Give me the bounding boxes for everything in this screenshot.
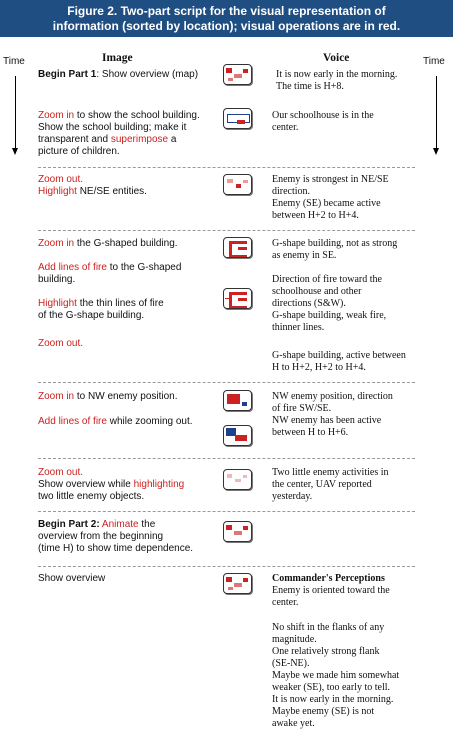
row4-image-line1 [38, 238, 178, 250]
row4-text-a: the G-shaped building. [74, 238, 178, 249]
overview-map-icon [223, 64, 252, 85]
zoom-in-op: Zoom in [38, 391, 75, 402]
zoom-out-op: Zoom out. [38, 174, 84, 185]
row5-image-line2 [38, 416, 193, 428]
row8-voice-line8: weaker (SE), too early to tell. [272, 682, 391, 693]
ne-se-entities-icon [223, 174, 252, 195]
row2-voice-line1: Our schoolhouse is in the [272, 110, 374, 121]
row8-voice-line10: Maybe enemy (SE) is not [272, 706, 375, 717]
row4-image-line4 [38, 298, 164, 310]
time-label-right: Time [423, 56, 445, 67]
school-building-icon [223, 108, 252, 129]
row4-text-c: the thin lines of fire [76, 298, 164, 309]
animate-op: Animate [101, 519, 139, 530]
row7-image-line3: (time H) to show time dependence. [38, 543, 194, 554]
commanders-perceptions-heading: Commander's Perceptions [272, 573, 385, 584]
row6-voice-line1: Two little enemy activities in [272, 467, 389, 478]
row6-voice-line3: yesterday. [272, 491, 313, 502]
row4-text-b: to the G-shaped [106, 262, 182, 273]
row1-begin-part1: Begin Part 1 [38, 69, 97, 80]
row8-voice-line1: Enemy is oriented toward the [272, 585, 390, 596]
zoom-in-op: Zoom in [38, 238, 75, 249]
figure-title [0, 0, 453, 37]
row7-text-a: the [138, 519, 156, 530]
row1-show-overview: : Show overview (map) [96, 69, 199, 80]
row8-voice-line11: awake yet. [272, 718, 315, 729]
superimpose-op: superimpose [110, 134, 169, 145]
row6-text-a: Show overview while [38, 479, 134, 490]
time-label-left: Time [3, 56, 25, 67]
time-arrowhead-left [12, 148, 18, 155]
row8-voice-line3: No shift in the flanks of any [272, 622, 385, 633]
row7-image-line2: overview from the beginning [38, 531, 164, 542]
row2-image-line4: picture of children. [38, 146, 120, 157]
row8-voice-line2: center. [272, 597, 299, 608]
row3-text: NE/SE entities. [76, 186, 147, 197]
figure-title-line1: Figure 2. Two-part script for the visual representation of [67, 4, 386, 18]
row4-voice-line5: directions (S&W). [272, 298, 346, 309]
row1-voice-line2: The time is H+8. [276, 81, 344, 92]
row2-image-line2: Show the school building; make it [38, 122, 187, 133]
row-divider [38, 382, 415, 383]
row4-image-line2 [38, 262, 181, 274]
row2-text-c: a [168, 134, 177, 145]
row5-voice-line2: of fire SW/SE. [272, 403, 332, 414]
overview-icon [223, 573, 252, 594]
add-lines-of-fire-op: Add lines of fire [38, 262, 107, 273]
zoom-in-op: Zoom in [38, 110, 75, 121]
add-lines-of-fire-op: Add lines of fire [38, 416, 107, 427]
row1-voice-line1: It is now early in the morning. [276, 69, 398, 80]
row4-voice-line8: G-shape building, active between [272, 350, 406, 361]
row2-image-line3 [38, 134, 176, 146]
row-divider [38, 167, 415, 168]
row4-image-line5: of the G-shape building. [38, 310, 145, 321]
row5-text-a: to NW enemy position. [74, 391, 178, 402]
zoom-out-op: Zoom out. [38, 338, 84, 349]
row8-voice-line6: (SE-NE). [272, 658, 310, 669]
g-building-icon [223, 237, 252, 258]
row3-image-line2 [38, 186, 147, 198]
row5-text-b: while zooming out. [106, 416, 193, 427]
figure-title-line2: information (sorted by location); visual operations are in red. [52, 19, 401, 33]
g-building-fire-icon [223, 288, 252, 309]
overview-animate-icon [223, 521, 252, 542]
row8-voice-line4: magnitude. [272, 634, 317, 645]
nw-enemy-icon [223, 390, 252, 411]
voice-column-header: Voice [323, 52, 350, 64]
nw-enemy-fire-icon [223, 425, 252, 446]
row3-voice-line1: Enemy is strongest in NE/SE [272, 174, 389, 185]
row7-image-line1 [38, 519, 155, 531]
begin-part2: Begin Part 2: [38, 519, 100, 530]
row-divider [38, 511, 415, 512]
row3-voice-line2: direction. [272, 186, 311, 197]
row4-voice-line1: G-shape building, not as strong [272, 238, 398, 249]
row-divider [38, 230, 415, 231]
row2-text-b: transparent and [38, 134, 111, 145]
row4-voice-line4: schoolhouse and other [272, 286, 362, 297]
row2-voice-line2: center. [272, 122, 299, 133]
row5-voice-line1: NW enemy position, direction [272, 391, 393, 402]
row4-voice-line7: thinner lines. [272, 322, 325, 333]
row-divider [38, 458, 415, 459]
row6-image-line3: two little enemy objects. [38, 491, 145, 502]
row6-image-line2 [38, 479, 184, 491]
row5-voice-line4: between H to H+6. [272, 427, 349, 438]
row5-voice-line3: NW enemy has been active [272, 415, 382, 426]
row8-voice-line7: Maybe we made him somewhat [272, 670, 400, 681]
row4-voice-line9: H to H+2, H+2 to H+4. [272, 362, 366, 373]
row8-voice-line5: One relatively strong flank [272, 646, 380, 657]
row2-text-a: to show the school building. [74, 110, 200, 121]
row5-image-line1 [38, 391, 178, 403]
row8-image-line1: Show overview [38, 573, 106, 584]
highlight-op: Highlight [38, 186, 77, 197]
overview-highlight-icon [223, 469, 252, 490]
row6-voice-line2: the center, UAV reported [272, 479, 372, 490]
highlighting-op: highlighting [133, 479, 185, 490]
time-arrowhead-right [433, 148, 439, 155]
row8-voice-line9: It is now early in the morning. [272, 694, 394, 705]
row1-image-text [38, 69, 198, 81]
row4-voice-line2: as enemy in SE. [272, 250, 337, 261]
row3-voice-line3: Enemy (SE) became active [272, 198, 381, 209]
row4-voice-line6: G-shape building, weak fire, [272, 310, 387, 321]
row2-image-line1 [38, 110, 200, 122]
highlight-op: Highlight [38, 298, 77, 309]
row4-image-line3: building. [38, 274, 76, 285]
row3-voice-line4: between H+2 to H+4. [272, 210, 359, 221]
time-arrow-right [436, 76, 437, 152]
image-column-header: Image [102, 52, 133, 64]
zoom-out-op: Zoom out. [38, 467, 84, 478]
time-arrow-left [15, 76, 16, 152]
row4-voice-line3: Direction of fire toward the [272, 274, 382, 285]
row-divider [38, 566, 415, 567]
